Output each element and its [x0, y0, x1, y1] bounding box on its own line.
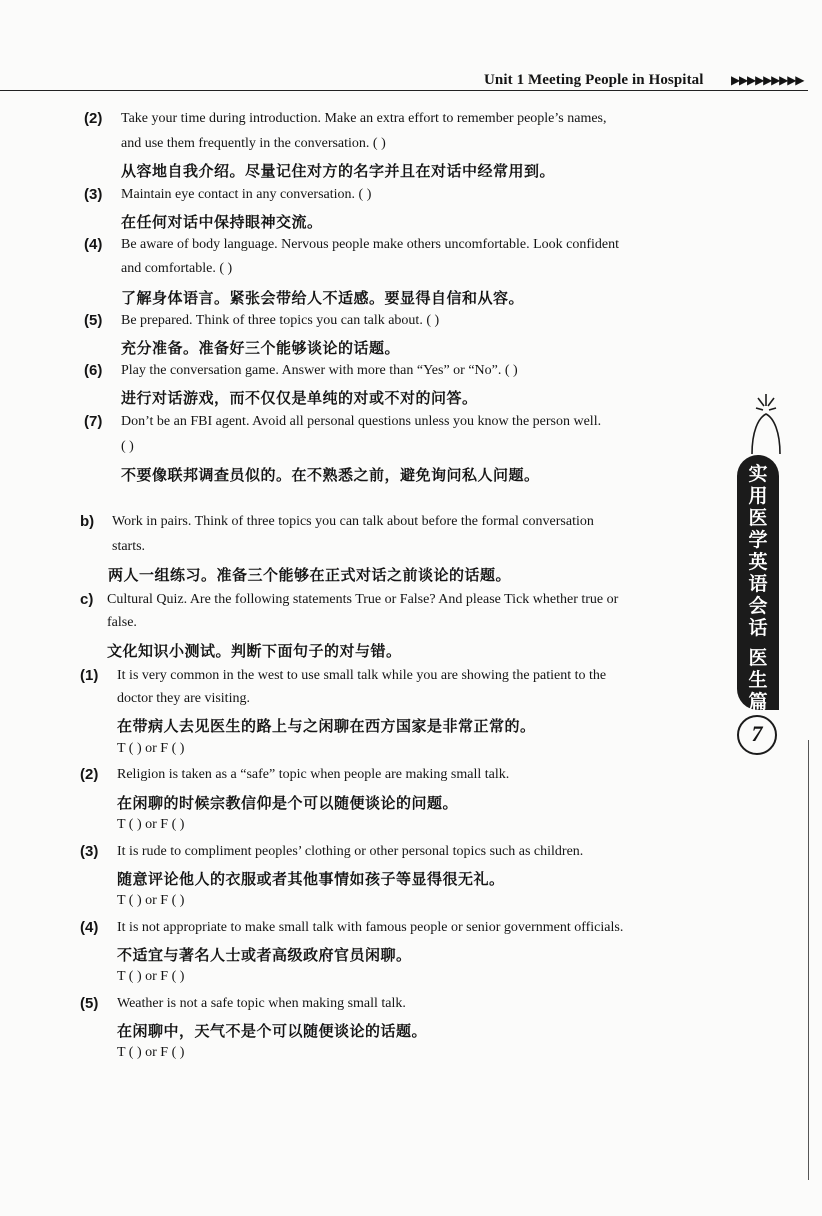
- true-false-answer[interactable]: T ( ) or F ( ): [117, 741, 185, 756]
- sparkle-icon: [748, 392, 788, 456]
- item-text: Play the conversation game. Answer with more than “Yes” or “No”. ( ): [121, 363, 518, 378]
- header-arrow-icons: ▶▶▶▶▶▶▶▶▶: [731, 73, 804, 87]
- item-text: Take your time during introduction. Make an extra effort to remember people’s names,: [121, 111, 607, 126]
- section-b-text: starts.: [112, 539, 146, 554]
- quiz-translation: 随意评论他人的衣服或者其他事情如孩子等显得很无礼。: [117, 870, 505, 888]
- item-text: Be prepared. Think of three topics you can talk about. ( ): [121, 313, 440, 328]
- item-translation: 在任何对话中保持眼神交流。: [121, 213, 323, 231]
- item-text: and use them frequently in the conversation. ( ): [121, 136, 386, 151]
- item-translation: 进行对话游戏，而不仅仅是单纯的对或不对的问答。: [121, 389, 478, 407]
- item-number: (2): [84, 110, 103, 127]
- section-label-c: c): [80, 591, 94, 608]
- section-label-b: b): [80, 513, 95, 530]
- side-tab-char: 医: [748, 507, 768, 529]
- side-tab-char: 语: [748, 573, 768, 595]
- section-b-translation: 两人一组练习。准备三个能够在正式对话之前谈论的话题。: [108, 566, 512, 584]
- quiz-number: (3): [80, 843, 99, 860]
- section-c-translation: 文化知识小测试。判断下面句子的对与错。: [107, 642, 402, 660]
- quiz-statement: doctor they are visiting.: [117, 691, 250, 706]
- book-title-vertical: [737, 463, 779, 713]
- item-text: and comfortable. ( ): [121, 261, 233, 276]
- side-tab-char: 英: [748, 551, 768, 573]
- item-translation: 从容地自我介绍。尽量记住对方的名字并且在对话中经常用到。: [121, 162, 556, 180]
- side-tab-char: 实: [748, 463, 768, 485]
- side-tab-char: 学: [748, 529, 768, 551]
- quiz-number: (1): [80, 667, 99, 684]
- item-text: Be aware of body language. Nervous people make others uncomfortable. Look confident: [121, 237, 619, 252]
- side-tab-char: 会: [748, 595, 768, 617]
- quiz-number: (5): [80, 995, 99, 1012]
- header-title: Unit 1 Meeting People in Hospital: [484, 72, 704, 88]
- side-tab-char: 话: [748, 617, 768, 639]
- true-false-answer[interactable]: T ( ) or F ( ): [117, 969, 185, 984]
- item-text: ( ): [121, 439, 134, 454]
- item-translation: 不要像联邦调查员似的。在不熟悉之前，避免询问私人问题。: [121, 466, 540, 484]
- quiz-translation: 在闲聊中，天气不是个可以随便谈论的话题。: [117, 1022, 428, 1040]
- side-tab-char: 篇: [748, 691, 768, 713]
- quiz-translation: 不适宜与著名人士或者高级政府官员闲聊。: [117, 946, 412, 964]
- item-translation: 充分准备。准备好三个能够谈论的话题。: [121, 339, 401, 357]
- side-tab-char: 用: [748, 485, 768, 507]
- side-tab-char: 医: [748, 647, 768, 669]
- page-edge-line: [808, 740, 809, 1180]
- item-number: (7): [84, 413, 103, 430]
- section-c-text: false.: [107, 615, 137, 630]
- item-number: (4): [84, 236, 103, 253]
- page-number: 7: [737, 715, 777, 755]
- item-number: (3): [84, 186, 103, 203]
- item-number: (6): [84, 362, 103, 379]
- quiz-translation: 在带病人去见医生的路上与之闲聊在西方国家是非常正常的。: [117, 717, 536, 735]
- quiz-statement: It is rude to compliment peoples’ clothing or other personal topics such as children.: [117, 844, 584, 859]
- item-text: Don’t be an FBI agent. Avoid all personal questions unless you know the person well.: [121, 414, 602, 429]
- quiz-statement: It is not appropriate to make small talk with famous people or senior government officials.: [117, 920, 624, 935]
- item-number: (5): [84, 312, 103, 329]
- section-c-text: Cultural Quiz. Are the following statements True or False? And please Tick whether true or: [107, 592, 619, 607]
- quiz-statement: It is very common in the west to use small talk while you are showing the patient to the: [117, 668, 607, 683]
- item-translation: 了解身体语言。紧张会带给人不适感。要显得自信和从容。: [121, 289, 525, 307]
- true-false-answer[interactable]: T ( ) or F ( ): [117, 893, 185, 908]
- side-tab-gap: [737, 639, 779, 647]
- quiz-statement: Weather is not a safe topic when making small talk.: [117, 996, 406, 1011]
- item-text: Maintain eye contact in any conversation. ( ): [121, 187, 372, 202]
- quiz-translation: 在闲聊的时候宗教信仰是个可以随便谈论的问题。: [117, 794, 459, 812]
- side-tab-char: 生: [748, 669, 768, 691]
- true-false-answer[interactable]: T ( ) or F ( ): [117, 1045, 185, 1060]
- quiz-statement: Religion is taken as a “safe” topic when people are making small talk.: [117, 767, 510, 782]
- book-title-tab: [737, 455, 779, 713]
- quiz-number: (4): [80, 919, 99, 936]
- quiz-number: (2): [80, 766, 99, 783]
- section-b-text: Work in pairs. Think of three topics you can talk about before the formal conversation: [112, 514, 594, 529]
- true-false-answer[interactable]: T ( ) or F ( ): [117, 817, 185, 832]
